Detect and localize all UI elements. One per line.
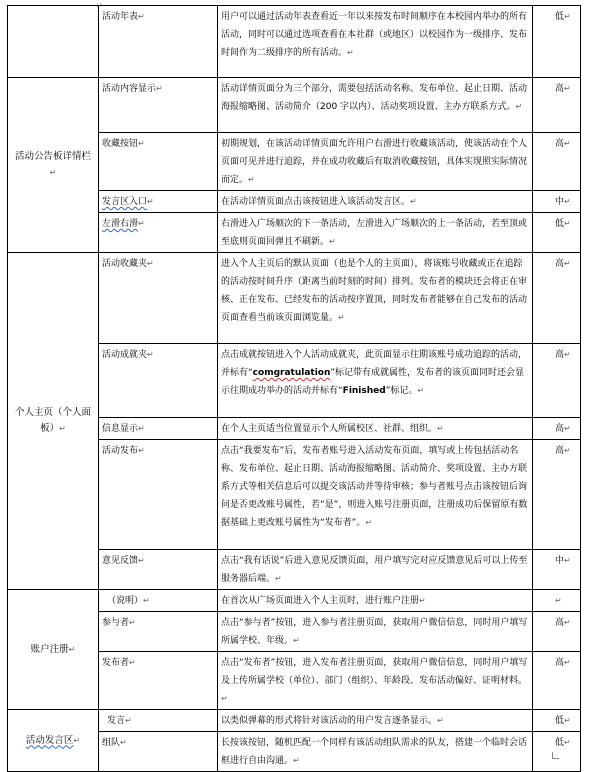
description-cell: 右滑进入广场顺次的下一条活动，左滑进入广场顺次的上一条活动，若至顶或至底则页面回弹且不刷新。↵: [218, 213, 533, 253]
description-cell: 活动详情页面分为三个部分，需要包括活动名称、发布单位、起止日期、活动海报缩略图、活动简介（200 字以内）、活动奖项设置、主办方联系方式。↵: [218, 78, 533, 133]
priority-cell: 低↵: [533, 710, 581, 732]
priority-cell: 高↵: [533, 344, 581, 418]
table-row: [8, 253, 581, 344]
feature-cell: 收藏按钮↵: [99, 133, 218, 191]
priority-cell: 高↵: [533, 253, 581, 344]
category-cell: [8, 6, 99, 78]
priority-cell: 高↵: [533, 652, 581, 710]
description-cell: 初期规划，在该活动详情页面允许用户右滑进行收藏该活动，使该活动在个人页面可见并进行追踪，并在成功收藏后有取消收藏按钮，具体实现照实际情况而定。↵: [218, 133, 533, 191]
description-cell: 点击“我有话说”后进入意见反馈页面，用户填写完对应反馈意见后可以上传至服务器后端。↵: [218, 550, 533, 590]
priority-cell: 低↵: [533, 6, 581, 78]
description-cell: 以类似弹幕的形式将针对该活动的用户发言逐条显示。↵: [218, 710, 533, 732]
priority-cell: 高↵: [533, 418, 581, 440]
category-cell-profile: 个人主页（个人面板）↵: [8, 253, 99, 590]
description-cell: 点击“我要发布”后，发布者账号进入活动发布页面，填写或上传包括活动名称、发布单位、起止日期、活动海报缩略图、活动简介、奖项设置、主办方联系方式等相关信息后可以提交该活动并等待审核；参与者账号点击该按钮后询问是否更改账号属性，若“是”，则进入账号注册页面，注册成功后保留原有数据基础上更改账号属性为“发布者”。↵: [218, 440, 533, 550]
description-cell: 长按该按钮，随机匹配一个同样有该活动组队需求的队友，搭建一个临时会话框进行自由沟通。↵: [218, 732, 533, 772]
description-cell: 在活动详情页面点击该按钮进入该活动发言区。↵: [218, 191, 533, 213]
description-cell: 在个人主页适当位置显示个人所属校区、社群、组织。↵: [218, 418, 533, 440]
table-row: [8, 78, 581, 133]
requirements-table: [7, 5, 581, 772]
priority-cell: 中↵: [533, 550, 581, 590]
priority-cell: 高↵: [533, 133, 581, 191]
priority-cell: ↵: [533, 590, 581, 612]
priority-cell: 高↵: [533, 78, 581, 133]
description-cell: 在首次从广场页面进入个人主页时，进行账户注册↵: [218, 590, 533, 612]
paragraph-arrow-icon: ↵: [96, 1, 103, 10]
feature-cell: 意见反馈↵: [99, 550, 218, 590]
category-cell-register: 账户注册↵: [8, 590, 99, 710]
feature-cell: 发布者↵: [99, 652, 218, 710]
priority-cell: 高↵: [533, 612, 581, 652]
table-row: [8, 590, 581, 612]
feature-cell: 发言区入口↵: [99, 191, 218, 213]
feature-cell: 活动年表↵: [99, 6, 218, 78]
feature-cell: 信息显示↵: [99, 418, 218, 440]
feature-cell: 活动成就夹↵: [99, 344, 218, 418]
feature-cell: 参与者↵: [99, 612, 218, 652]
feature-cell: （说明）↵: [99, 590, 218, 612]
priority-cell: 中↵: [533, 191, 581, 213]
description-cell: 进入个人主页后的默认页面（也是个人的主页面），将该账号收藏或正在追踪的活动按时间升序（距离当前时刻的时间）排列。发布者的模块还会将正在审核、正在发布、已经发布的活动按序置顶，同时发布者能够在自己发布的活动页面查看当前该页面浏览量。↵: [218, 253, 533, 344]
feature-cell: 左滑右滑↵: [99, 213, 218, 253]
feature-cell: 活动发布↵: [99, 440, 218, 550]
category-cell-speech: 活动发言区↵: [8, 710, 99, 772]
description-cell: 点击“发布者”按钮，进入发布者注册页面，获取用户微信信息，同时用户填写及上传所属学校（单位）、部门（组织）、年龄段、发布活动偏好、证明材料。↵: [218, 652, 533, 710]
priority-cell: 高↵: [533, 440, 581, 550]
priority-cell: 低↵: [533, 213, 581, 253]
feature-cell: 活动内容显示↵: [99, 78, 218, 133]
feature-cell: 发言↵: [99, 710, 218, 732]
description-cell: 点击成就按钮进入个人活动成就夹，此页面显示往期该账号成功追踪的活动，并标有“comgratulation”标记带有成就属性，发布者的该页面同时还会显示往期成功举办的活动并标有“Finished”标记。↵: [218, 344, 533, 418]
category-cell-detail: 活动公告板详情栏↵: [8, 78, 99, 253]
feature-cell: 组队↵: [99, 732, 218, 772]
priority-cell: 低↵: [533, 732, 581, 772]
table-row: [8, 6, 581, 78]
description-cell: 点击“参与者”按钮，进入参与者注册页面，获取用户微信信息，同时用户填写所属学校、年级。↵: [218, 612, 533, 652]
margin-corner-mark: [552, 752, 559, 759]
feature-cell: 活动收藏夹↵: [99, 253, 218, 344]
table-row: [8, 710, 581, 732]
description-cell: 用户可以通过活动年表查看近一年以来按发布时间顺序在本校园内举办的所有活动，同时可以通过选项查看在本社群（或地区）以校园作为一级排序、发布时间作为二级排序的所有活动。↵: [218, 6, 533, 78]
